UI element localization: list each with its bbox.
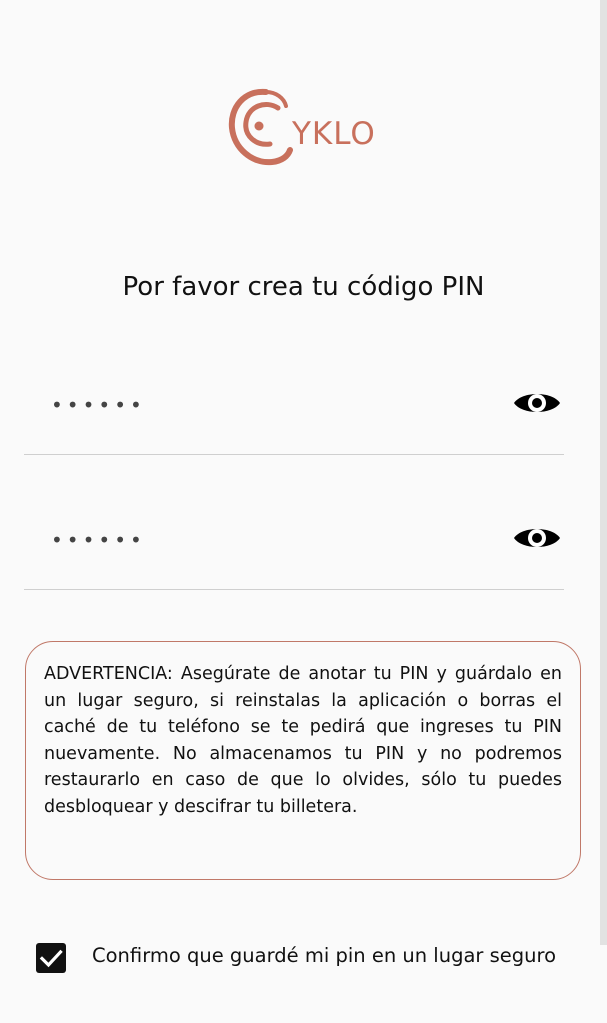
confirm-row[interactable] — [36, 943, 596, 977]
pin-confirm-field — [24, 519, 564, 590]
check-icon — [36, 943, 66, 973]
warning-box — [25, 641, 581, 880]
brand-logo — [226, 86, 386, 170]
pin-field — [24, 384, 564, 455]
pin-confirm-input[interactable] — [51, 523, 491, 557]
eye-icon[interactable] — [512, 522, 562, 554]
pin-input[interactable] — [51, 388, 491, 422]
scroll-indicator — [600, 0, 607, 945]
logo-text: YKLO — [292, 116, 376, 152]
warning-text: ADVERTENCIA: Asegúrate de anotar tu PIN y guárdalo en un lugar seguro, si reinstalas la aplicación o borras el caché de tu teléfono se te pedirá que ingreses tu PIN nuevamente. No almacenamos tu PIN y no podremos restaurarlo en caso de que lo olvides, sólo tu puedes desbloquear y descifrar tu billetera. — [44, 664, 562, 817]
page-title: Por favor crea tu código PIN — [122, 272, 485, 302]
confirm-checkbox[interactable] — [36, 943, 66, 973]
eye-icon[interactable] — [512, 387, 562, 419]
confirm-label: Confirmo que guardé mi pin en un lugar seguro — [92, 944, 557, 967]
